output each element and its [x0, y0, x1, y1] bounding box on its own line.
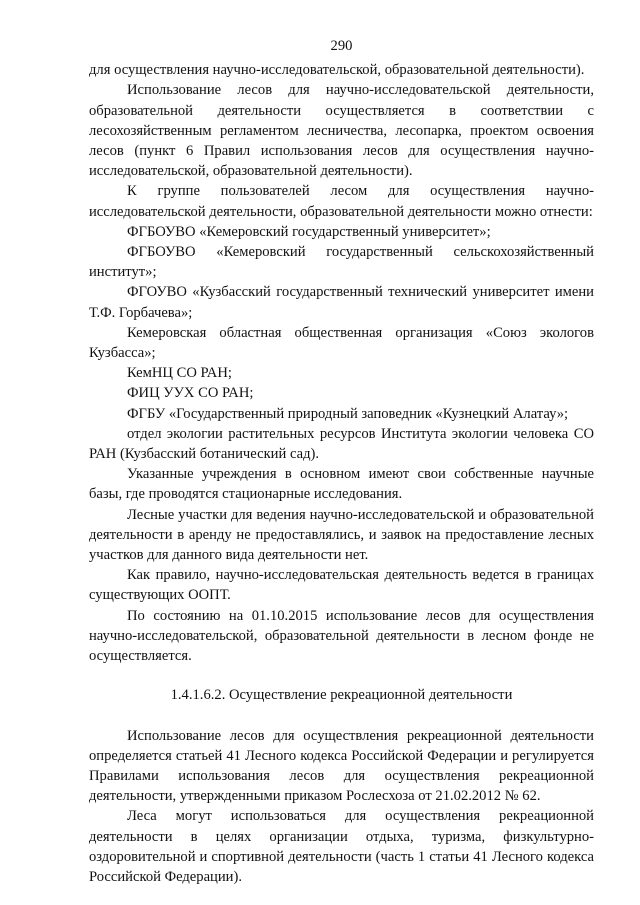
paragraphs-top: [89, 60, 594, 666]
page-number: 290: [330, 38, 353, 54]
list-item: отдел экологии растительных ресурсов Института экологии человека СО РАН (Кузбасский ботанический сад).: [89, 425, 594, 463]
document-page: [89, 36, 594, 887]
list-item: ФГБУ «Государственный природный заповедник «Кузнецкий Алатау»;: [127, 405, 569, 422]
list-item: ФИЦ УУХ СО РАН;: [127, 385, 254, 402]
paragraph: Леса могут использоваться для осуществления рекреационной деятельности в целях организации отдыха, туризма, физкультурно-оздоровительной и спортивной деятельности (часть 1 статьи 41 Лесного кодекса Российской Федерации).: [89, 808, 594, 885]
list-item: КемНЦ СО РАН;: [127, 365, 232, 382]
paragraph: Указанные учреждения в основном имеют свои собственные научные базы, где проводятся стационарные исследования.: [89, 466, 594, 503]
section-heading: 1.4.1.6.2. Осуществление рекреационной деятельности: [170, 687, 513, 704]
list-item: ФГБОУВО «Кемеровский государственный университет»;: [127, 223, 491, 240]
paragraph: Лесные участки для ведения научно-исследовательской и образовательной деятельности в аренду не предоставлялись, и заявок на предоставление лесных участков для данного вида деятельности нет.: [89, 506, 594, 564]
list-item: ФГОУВО «Кузбасский государственный технический университет имени Т.Ф. Горбачева»;: [89, 284, 594, 321]
paragraphs-bottom: [89, 726, 594, 888]
paragraph: Использование лесов для осуществления рекреационной деятельности определяется статьей 41 Лесного кодекса Российской Федерации и регулируется Правилами использования лесов для осуществления рекреационной деятельности, утвержденными приказом Рослесхоза от 21.02.2012 № 62.: [89, 727, 594, 805]
paragraph: Использование лесов для научно-исследовательской деятельности, образовательной деятельности осуществляется в соответствии с лесохозяйственным регламентом лесничества, лесопарка, проектом освоения лесов (пункт 6 Правил использования лесов для осуществления научно-исследовательской, образовательной деятельности).: [89, 82, 594, 180]
paragraph: Как правило, научно-исследовательская деятельность ведется в границах существующих ООПТ.: [89, 567, 594, 604]
paragraph: для осуществления научно-исследовательской, образовательной деятельности).: [89, 62, 585, 79]
paragraph: К группе пользователей лесом для осуществления научно-исследовательской деятельности, образовательной деятельности можно отнести:: [89, 183, 594, 220]
list-item: ФГБОУВО «Кемеровский государственный сельскохозяйственный институт»;: [89, 244, 594, 281]
paragraph: По состоянию на 01.10.2015 использование лесов для осуществления научно-исследовательской, образовательной деятельности в лесном фонде не осуществляется.: [89, 607, 594, 665]
list-item: Кемеровская областная общественная организация «Союз экологов Кузбасса»;: [89, 324, 594, 362]
